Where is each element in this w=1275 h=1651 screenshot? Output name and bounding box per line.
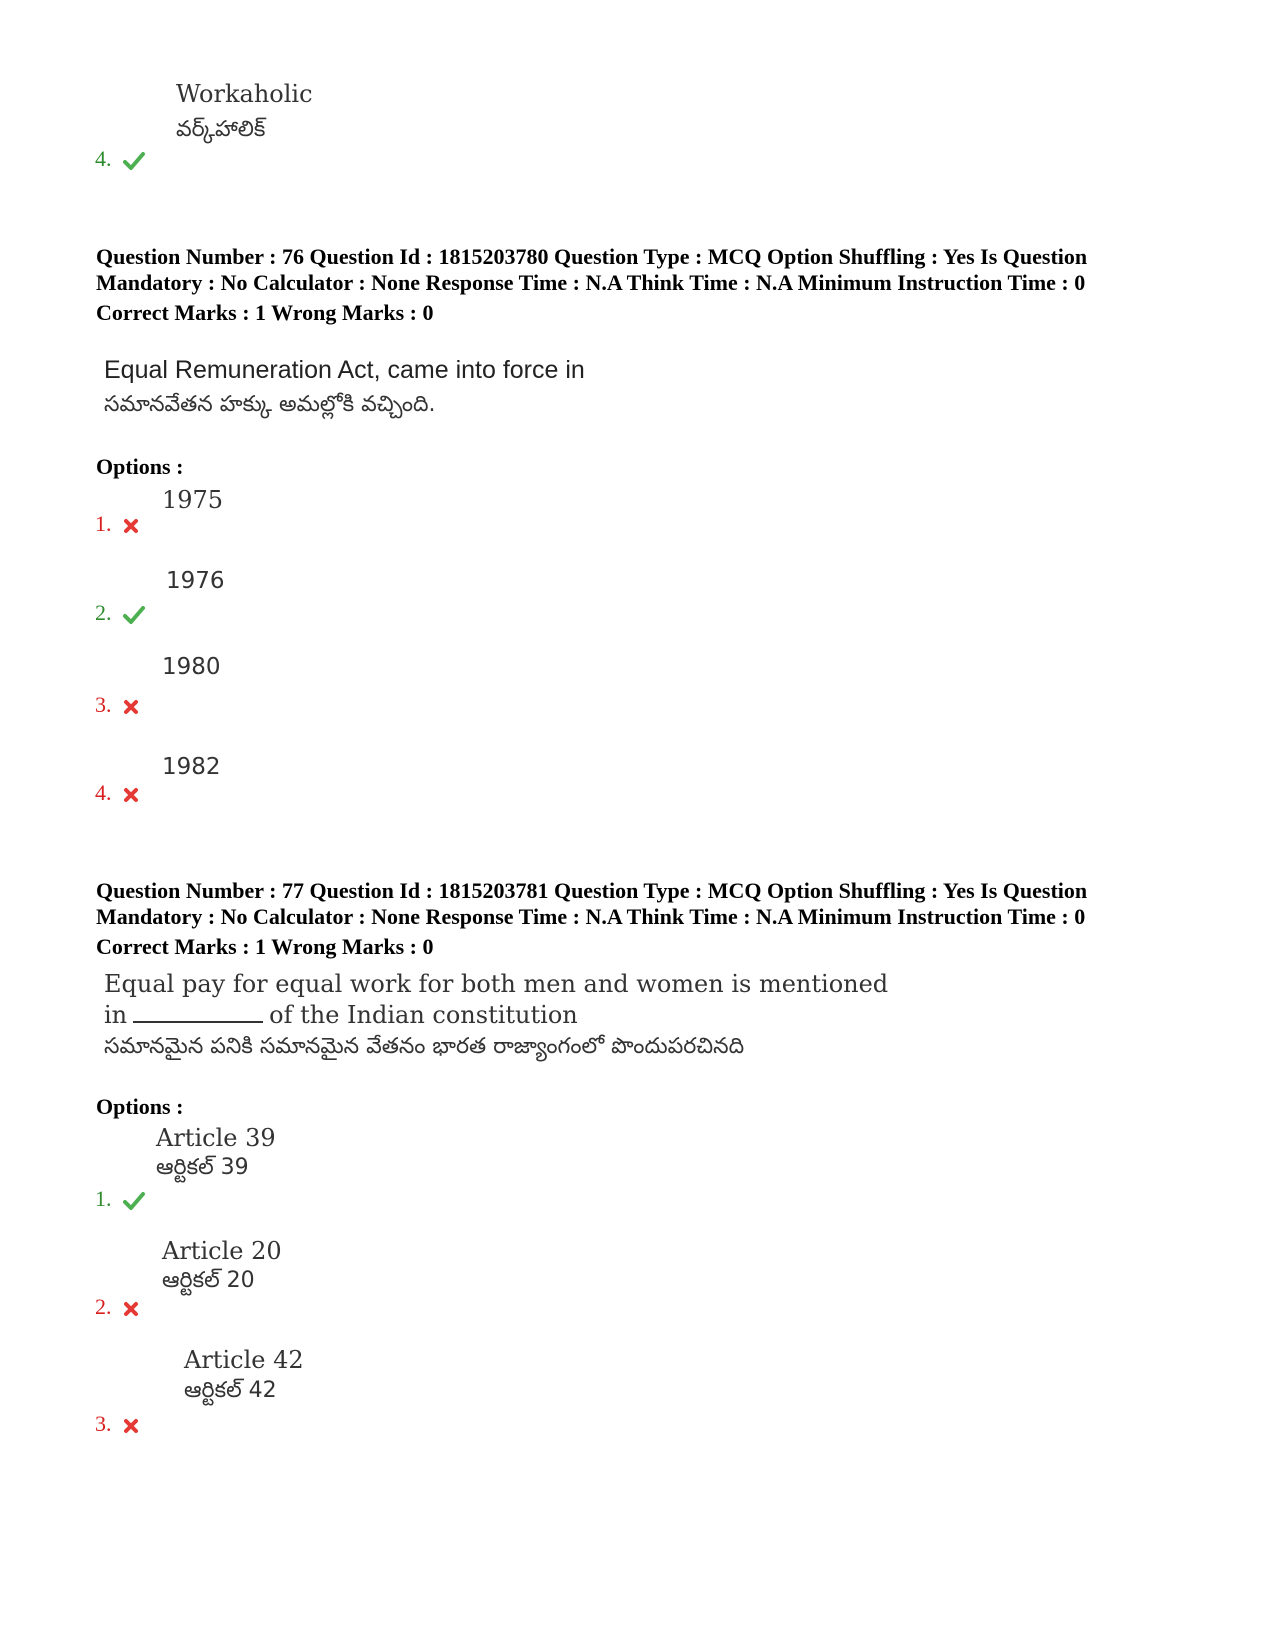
q77-option-3-english: Article 42 [184, 1346, 304, 1374]
q77-question-telugu: సమానమైన పనికి సమానమైన వేతనం భారత రాజ్యాంగంలో పొందుపరచినది [104, 1034, 745, 1059]
q77-meta [96, 878, 1186, 930]
q76-meta-line2: Mandatory : No Calculator : None Response Time : N.A Think Time : N.A Minimum Instruction Time : 0 [96, 270, 1086, 295]
option-number: 1. [95, 511, 112, 536]
option-number: 3. [95, 1411, 112, 1436]
q76-meta [96, 244, 1186, 296]
q76-marks: Correct Marks : 1 Wrong Marks : 0 [96, 300, 434, 325]
q77-question-english-line1: Equal pay for equal work for both men and women is mentioned [104, 970, 889, 998]
option-number: 4. [95, 146, 112, 171]
q77-option-3-number [95, 1411, 139, 1437]
q76-option-1-number [95, 511, 139, 537]
q76-option-4-number [95, 780, 139, 806]
q77-option-2-english: Article 20 [162, 1237, 282, 1265]
option-number: 2. [95, 600, 112, 625]
q77-option-1-number [95, 1186, 145, 1212]
q76-option-4-text: 1982 [162, 754, 221, 780]
q76-option-3-text: 1980 [162, 654, 221, 680]
option-number: 1. [95, 1186, 112, 1211]
check-mark-icon [123, 152, 145, 170]
check-mark-icon [123, 1192, 145, 1210]
prev-option-4-english: Workaholic [176, 80, 313, 108]
cross-mark-icon [123, 699, 139, 715]
q77-option-1-english: Article 39 [156, 1124, 276, 1152]
q77-options-label: Options : [96, 1094, 184, 1119]
cross-mark-icon [123, 1301, 139, 1317]
q77-option-3-telugu: ఆర్టికల్ 42 [184, 1378, 277, 1403]
q77-meta-line2: Mandatory : No Calculator : None Response Time : N.A Think Time : N.A Minimum Instruction Time : 0 [96, 904, 1086, 929]
prev-option-4-telugu: వర్క్‌హాలిక్ [176, 117, 266, 142]
q76-option-3-number [95, 692, 139, 718]
q77-question-english-line2 [104, 1001, 578, 1029]
q77-option-2-telugu: ఆర్టికల్ 20 [162, 1268, 255, 1293]
fill-blank [133, 1003, 263, 1023]
cross-mark-icon [123, 1418, 139, 1434]
q76-option-2-number [95, 600, 145, 626]
option-number: 4. [95, 780, 112, 805]
q77-question-in: in [104, 1001, 128, 1029]
q76-option-2-text: 1976 [166, 568, 225, 594]
q77-question-constitution: of the Indian constitution [269, 1001, 578, 1029]
option-number: 3. [95, 692, 112, 717]
q76-meta-line1: Question Number : 76 Question Id : 1815203780 Question Type : MCQ Option Shuffling : Yes Is Question [96, 244, 1088, 269]
option-number: 2. [95, 1294, 112, 1319]
q77-marks: Correct Marks : 1 Wrong Marks : 0 [96, 934, 434, 959]
q76-options-label: Options : [96, 454, 184, 479]
q77-meta-line1: Question Number : 77 Question Id : 1815203781 Question Type : MCQ Option Shuffling : Yes Is Question [96, 878, 1088, 903]
q76-option-1-text: 1975 [162, 486, 224, 514]
q76-question-telugu: సమానవేతన హక్కు అమల్లోకి వచ్చింది. [104, 392, 436, 417]
cross-mark-icon [123, 518, 139, 534]
q77-option-2-number [95, 1294, 139, 1320]
q76-question-english: Equal Remuneration Act, came into force in [104, 356, 585, 384]
q77-option-1-telugu: ఆర్టికల్ 39 [156, 1155, 249, 1180]
check-mark-icon [123, 606, 145, 624]
prev-option-4-number [95, 146, 145, 172]
cross-mark-icon [123, 787, 139, 803]
